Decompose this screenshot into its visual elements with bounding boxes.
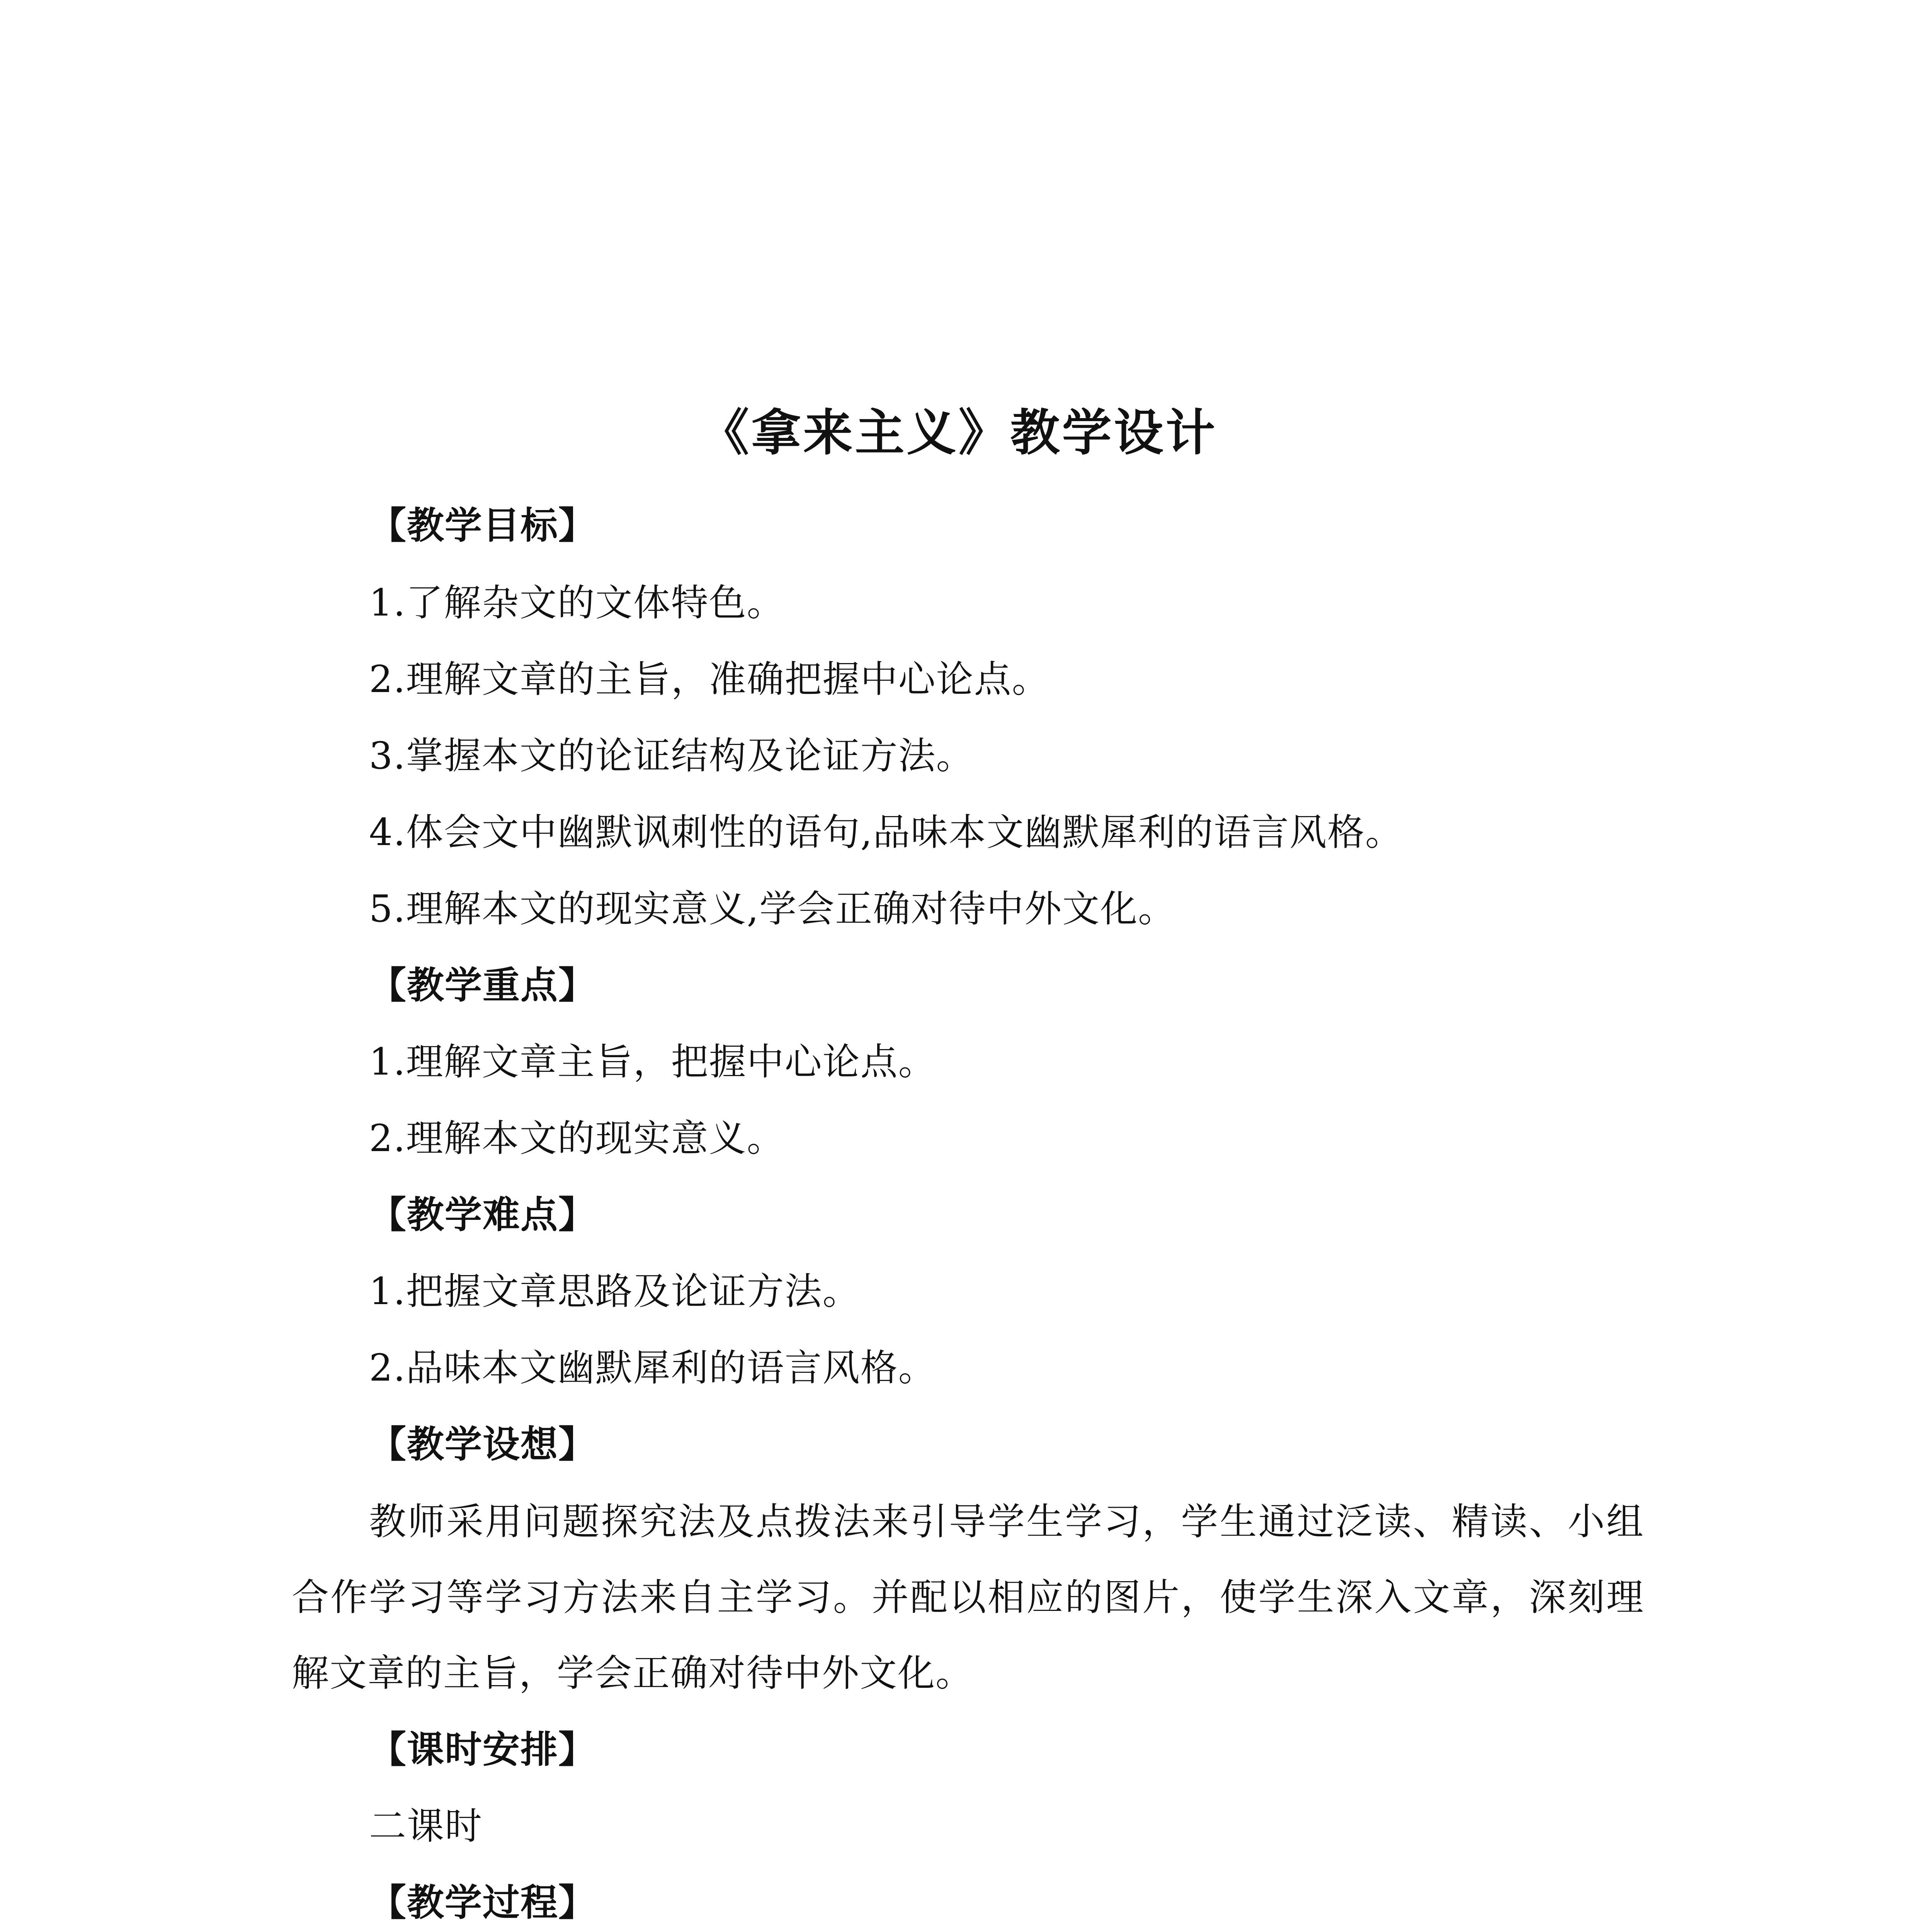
concept-text: 教师采用问题探究法及点拨法来引导学生学习，学生通过泛读、精读、小组合作学习等学习方法来自主学习。并配以相应的图片，使学生深入文章，深刻理解文章的主旨，学会正确对待中外文化。	[292, 1500, 1644, 1695]
concept-paragraph	[292, 1484, 1644, 1711]
difficulty-item: 2.品味本文幽默犀利的语言风格。	[369, 1346, 936, 1389]
heading-schedule: 【课时安排】	[369, 1728, 596, 1771]
objective-item: 4.体会文中幽默讽刺性的语句,品味本文幽默犀利的语言风格。	[369, 811, 1403, 854]
key-point-item: 1.理解文章主旨，把握中心论点。	[369, 1040, 936, 1083]
document-title: 《拿来主义》教学设计	[699, 404, 1218, 462]
heading-concept: 【教学设想】	[369, 1422, 596, 1466]
objective-item: 3.掌握本文的论证结构及论证方法。	[369, 734, 974, 777]
objective-item: 2.理解文章的主旨，准确把握中心论点。	[369, 658, 1050, 701]
heading-objectives: 【教学目标】	[369, 503, 596, 547]
schedule-text: 二课时	[369, 1804, 483, 1848]
key-point-item: 2.理解本文的现实意义。	[369, 1117, 785, 1160]
difficulty-item: 1.把握文章思路及论证方法。	[369, 1270, 861, 1313]
objective-item: 5.理解本文的现实意义,学会正确对待中外文化。	[369, 887, 1176, 930]
heading-process: 【教学过程】	[369, 1881, 596, 1924]
objective-item: 1.了解杂文的文体特色。	[369, 581, 785, 624]
heading-difficulties: 【教学难点】	[369, 1193, 596, 1236]
heading-key-points: 【教学重点】	[369, 963, 596, 1007]
